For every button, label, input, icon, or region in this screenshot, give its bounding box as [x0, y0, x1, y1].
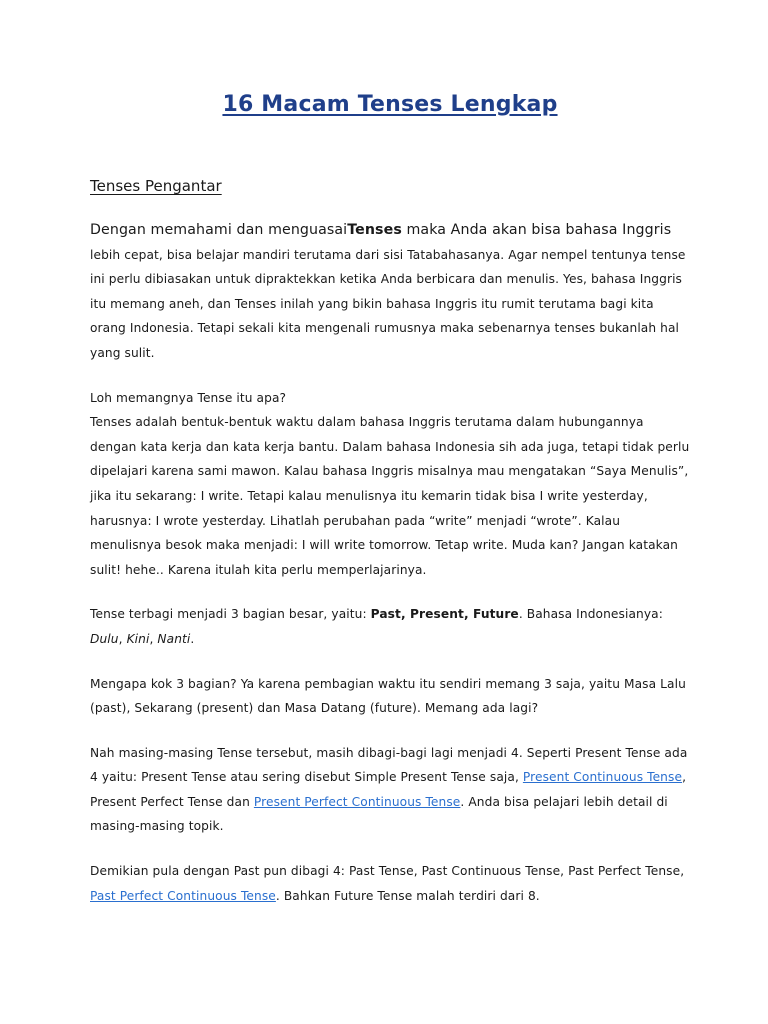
intro-lead-bold: Tenses: [347, 222, 402, 238]
past-tenses-text-2: . Bahkan Future Tense malah terdiri dari 8.: [275, 888, 540, 903]
section-heading: Tenses Pengantar: [90, 177, 222, 195]
italic-kini: Kini: [126, 631, 150, 646]
definition-text: Tenses adalah bentuk-bentuk waktu dalam bahasa Inggris terutama dalam hubungannya dengan kata kerja dan kata kerja bantu. Dalam bahasa Indonesia sih ada juga, tetapi tidak perlu dipelajari karena sami mawon. Kalau bahasa Inggris misalnya mau mengatakan “Saya Menulis”, jika itu sekarang: I write. Tetapi kalau menulisnya itu kemarin tidak bisa I write yesterday, harusnya: I wrote yesterday. Lihatlah perubahan pada “write” menjadi “wrote”. Kalau menulisnya besok maka menjadi: I will write tomorrow. Tetap write. Muda kan? Jangan katakan sulit! hehe.. Karena itulah kita perlu memperlajarinya.: [90, 415, 690, 577]
paragraph-why-three: [90, 672, 690, 721]
three-parts-text: Tense terbagi menjadi 3 bagian besar, yaitu:: [90, 607, 371, 622]
present-tenses-text-3: . Anda bisa pelajari lebih detail di masing-masing topik.: [90, 794, 668, 834]
document-body: [90, 218, 690, 928]
three-parts-text-2: . Bahasa Indonesianya:: [518, 607, 663, 622]
three-parts-end: .: [190, 631, 195, 646]
document-title: 16 Macam Tenses Lengkap: [222, 92, 558, 117]
intro-lead-text: Dengan memahami dan menguasai: [90, 222, 348, 238]
paragraph-definition: [90, 386, 690, 583]
separator-2: ,: [149, 631, 158, 646]
paragraph-intro: [90, 218, 690, 366]
italic-dulu: Dulu: [90, 631, 119, 646]
intro-body-text: lebih cepat, bisa belajar mandiri terutama dari sisi Tatabahasanya. Agar nempel tentunya tense ini perlu dibiasakan untuk dipraktekkan ketika Anda berbicara dan menulis. Yes, bahasa Inggris itu memang aneh, dan Tenses inilah yang bikin bahasa Inggris itu rumit terutama bagi kita orang Indonesia. Tetapi sekali kita mengenali rumusnya maka sebenarnya tenses bukanlah hal yang sulit.: [90, 247, 686, 360]
paragraph-three-parts: [90, 602, 690, 651]
three-parts-bold: Past, Present, Future: [370, 607, 519, 622]
paragraph-past-tenses: [90, 859, 690, 908]
definition-question: Loh memangnya Tense itu apa?: [90, 390, 287, 405]
paragraph-present-tenses: [90, 741, 690, 839]
present-tenses-text-2: , Present Perfect Tense dan: [90, 770, 687, 809]
past-perfect-continuous-link[interactable]: Past Perfect Continuous Tense: [90, 888, 276, 903]
present-continuous-link[interactable]: Present Continuous Tense: [522, 770, 683, 785]
italic-nanti: Nanti: [157, 631, 191, 646]
present-perfect-continuous-link[interactable]: Present Perfect Continuous Tense: [253, 794, 461, 809]
past-tenses-text: Demikian pula dengan Past pun dibagi 4: Past Tense, Past Continuous Tense, Past Perfect Tense,: [90, 864, 685, 879]
separator-1: ,: [118, 631, 127, 646]
present-tenses-text: Nah masing-masing Tense tersebut, masih dibagi-bagi lagi menjadi 4. Seperti Present Tense ada 4 yaitu: Present Tense atau sering disebut Simple Present Tense saja,: [90, 745, 688, 785]
intro-lead-text-2: maka Anda akan bisa bahasa Inggris: [401, 222, 672, 238]
why-three-text: Mengapa kok 3 bagian? Ya karena pembagian waktu itu sendiri memang 3 saja, yaitu Masa Lalu (past), Sekarang (present) dan Masa Datang (future). Memang ada lagi?: [90, 676, 686, 716]
